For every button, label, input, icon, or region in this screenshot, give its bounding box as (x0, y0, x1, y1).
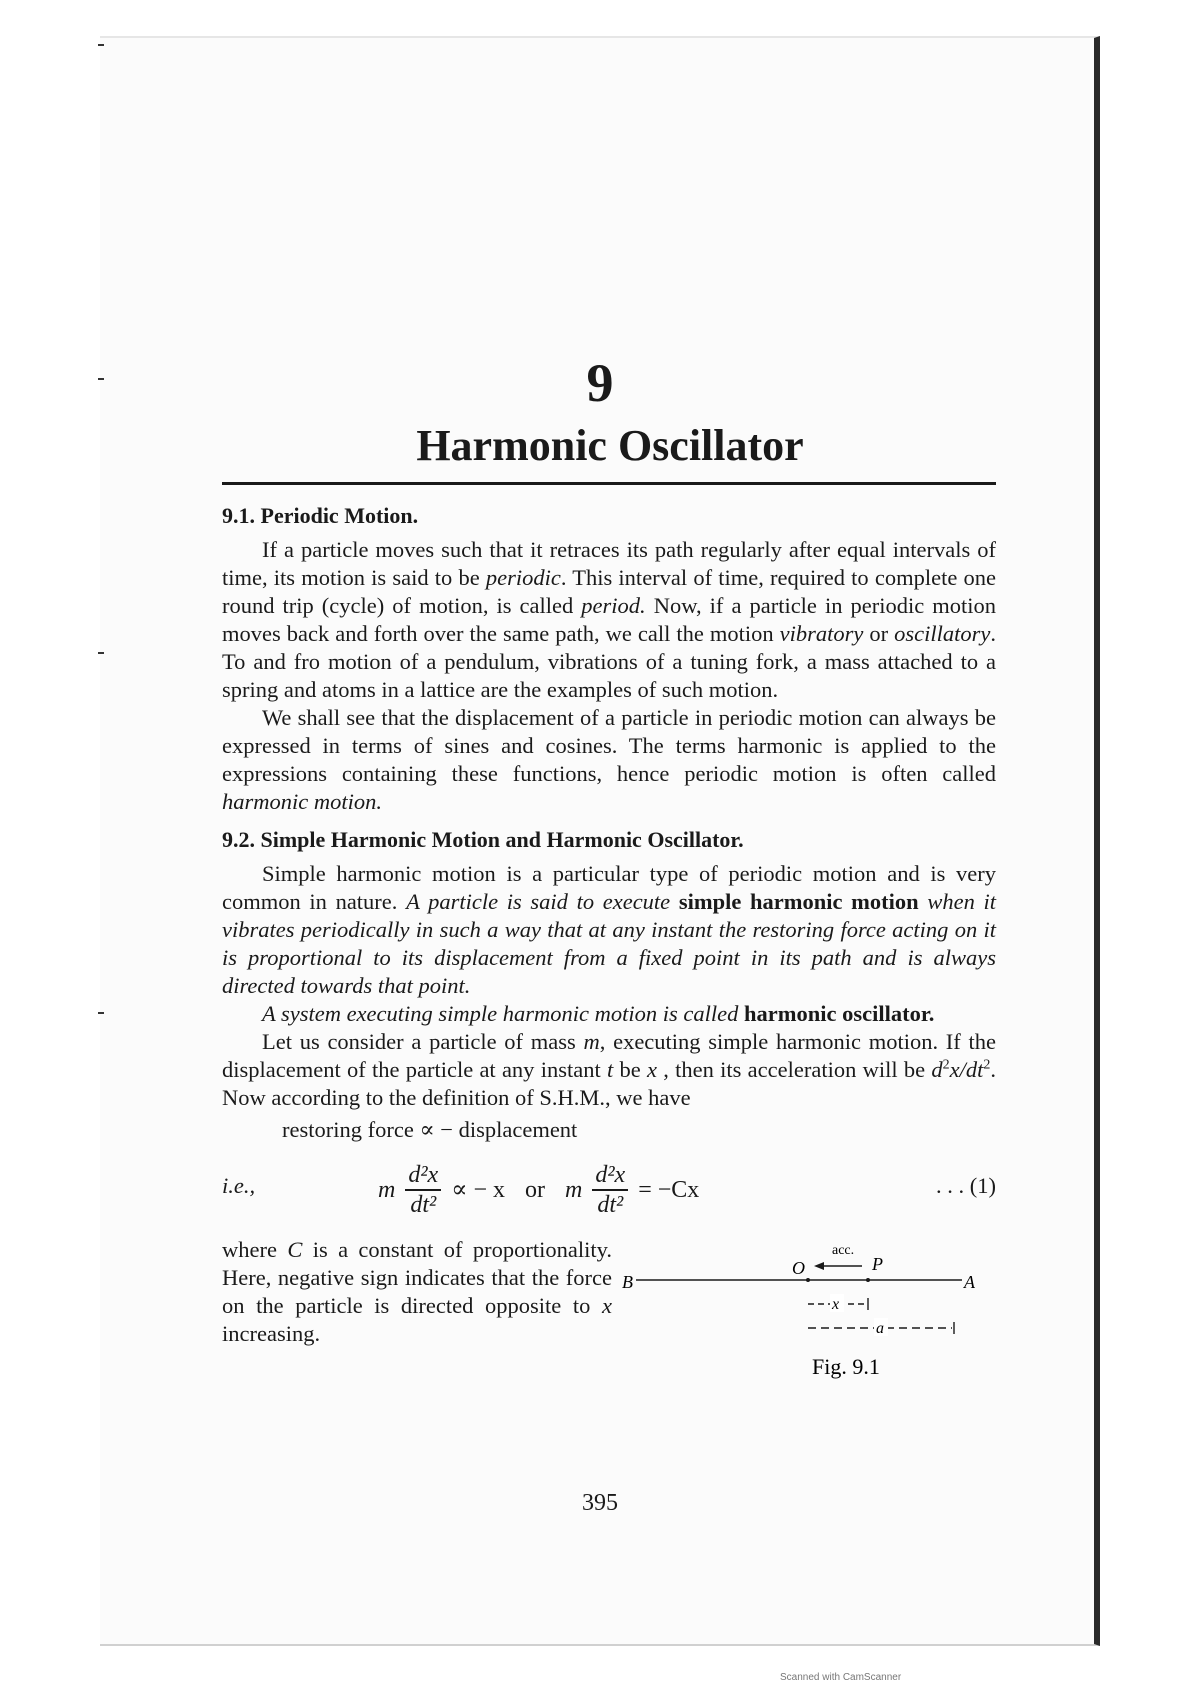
term-harmonic-oscillator: harmonic oscillator. (744, 1001, 935, 1026)
equation-body (372, 1150, 705, 1230)
text: be (613, 1057, 647, 1082)
eq-equals-rhs: = −Cx (638, 1177, 700, 1203)
var-c: C (287, 1237, 303, 1262)
edge-mark (98, 44, 104, 46)
bottom-block (222, 1236, 996, 1396)
paragraph-particle-mass (222, 1028, 996, 1112)
var-x: x (602, 1293, 612, 1318)
fig-label-a: A (964, 1272, 975, 1292)
var-x: x (647, 1057, 657, 1082)
term-vibratory: vibratory (779, 621, 864, 646)
term-periodic: periodic (485, 565, 561, 590)
eq-fraction (592, 1161, 628, 1219)
eq-fraction (405, 1161, 441, 1219)
superscript: 2 (983, 1057, 991, 1073)
eq-denominator: dt² (410, 1192, 437, 1218)
section-heading-9-2: 9.2. Simple Harmonic Motion and Harmonic Oscillator. (222, 827, 744, 852)
eq-mass: m (378, 1177, 396, 1203)
text: or (863, 621, 895, 646)
chapter-title: Harmonic Oscillator (416, 421, 804, 470)
section-heading-9-1: 9.1. Periodic Motion. (222, 503, 419, 528)
var-x-dt: x/dt (949, 1057, 984, 1082)
eq-proportional-rhs: ∝ − x (451, 1177, 505, 1203)
eq-numerator: d²x (405, 1161, 441, 1191)
text: A particle is said to execute (406, 889, 679, 914)
fig-label-p: P (872, 1254, 883, 1274)
text: A system executing simple harmonic motion is called (262, 1001, 744, 1026)
term-period: period. (581, 593, 646, 618)
chapter-number: 9 (586, 353, 614, 413)
fig-caption: Fig. 9.1 (812, 1354, 880, 1379)
fig-label-o: O (792, 1258, 805, 1278)
title-rule (222, 482, 996, 485)
text: We shall see that the displacement of a particle in periodic motion can always be expressed in terms of sines and cosines. The terms harmonic is applied to the expressions containing these functions, hence periodic motion is often called (222, 705, 996, 786)
text: . This interval of time, required to complete one round trip (cycle) of motion, is called (222, 565, 996, 618)
text: is a constant of proportionality. Here, negative sign indicates that the force on the particle is directed opposite to (222, 1237, 612, 1318)
term-oscillatory: oscillatory (894, 621, 991, 646)
text: If a particle moves such that it retraces its path regularly after equal intervals of time, its motion is said to be (222, 537, 996, 590)
eq-mass: m (564, 1177, 583, 1203)
superscript: 2 (942, 1057, 950, 1073)
text: where (222, 1237, 288, 1262)
paragraph-harmonic-oscillator (222, 1000, 996, 1028)
var-t: t (606, 1057, 614, 1082)
fig-label-acc: acc. (832, 1243, 855, 1258)
fig-point-o (806, 1278, 810, 1282)
eq-or: or (524, 1177, 545, 1203)
text: . Now according to the definition of S.H.M., we have (222, 1057, 996, 1110)
eq-numerator: d²x (592, 1161, 628, 1191)
figure-9-1 (622, 1236, 996, 1396)
text: . To and fro motion of a pendulum, vibrations of a tuning fork, a mass attached to a spring and atoms in a lattice are the examples of such motion. (222, 621, 997, 702)
edge-mark (98, 652, 104, 654)
text: increasing. (222, 1321, 321, 1346)
fig-point-p (866, 1278, 870, 1282)
text: , then its acceleration will be (657, 1057, 932, 1082)
eq-denominator: dt² (597, 1192, 624, 1218)
edge-mark (98, 1012, 104, 1014)
equation-1 (222, 1150, 996, 1230)
text: Let us consider a particle of mass (262, 1029, 584, 1054)
page-content (222, 494, 996, 1396)
text: Now, if a particle in periodic motion moves back and forth over the same path, we call the motion (222, 593, 997, 646)
var-d: d (931, 1057, 943, 1082)
text: , executing simple harmonic motion. If the displacement of the particle at any instant (222, 1029, 996, 1082)
paragraph-shm-definition (222, 860, 996, 1000)
equation-number: . . . (1) (936, 1173, 996, 1198)
fig-label-x: x (832, 1296, 840, 1313)
fig-acc-arrowhead (814, 1262, 824, 1270)
page-number: 395 (582, 1490, 618, 1516)
var-m: m (583, 1029, 600, 1054)
fig-label-a-amplitude: a (876, 1320, 884, 1337)
scanner-note: Scanned with CamScanner (780, 1672, 902, 1683)
paragraph-harmonic-motion (222, 704, 996, 816)
term-simple-harmonic-motion: simple harmonic motion (678, 889, 919, 914)
fig-label-b: B (622, 1272, 633, 1292)
paragraph-periodic-motion (222, 536, 996, 704)
equation-lead: i.e., (222, 1173, 256, 1198)
term-harmonic-motion: harmonic motion. (222, 789, 382, 814)
paragraph-constant (222, 1236, 612, 1348)
text: Simple harmonic motion is a particular type of periodic motion and is very common in nature. (222, 861, 996, 914)
text: when it vibrates periodically in such a way that at any instant the restoring force acting on it is proportional to its displacement from a fixed point in its path and is always directed towards that point. (222, 889, 996, 998)
proportion-statement: restoring force ∝ − displacement (282, 1117, 578, 1142)
